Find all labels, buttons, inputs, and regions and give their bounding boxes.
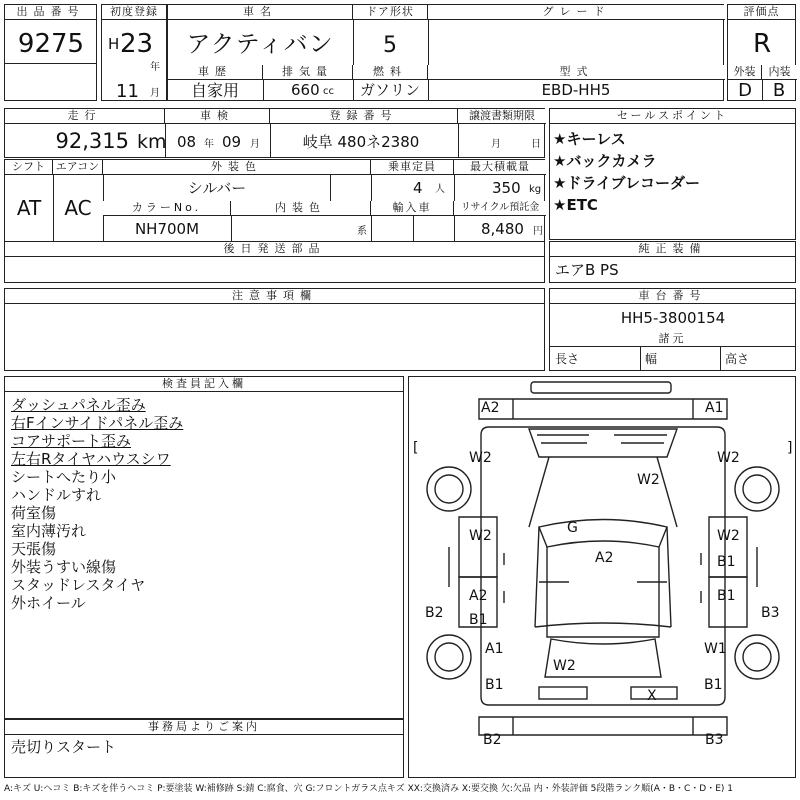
damage-mark: A2	[469, 588, 488, 604]
office-notes-block	[4, 719, 404, 778]
capacity-label: 乗車定員	[371, 160, 454, 175]
transfer-day-unit: 日	[531, 139, 541, 150]
import-label: 輸入車	[371, 201, 454, 216]
chassis-label: 車台番号	[550, 289, 795, 304]
width-label: 幅	[645, 352, 658, 366]
era: H	[108, 35, 120, 53]
transfer-label: 譲渡書類期限	[458, 109, 546, 124]
history-label: 車歴	[168, 65, 263, 80]
sales-point-item: ★ETC	[553, 196, 598, 214]
fuel: ガソリン	[359, 81, 421, 99]
car-name-label: 車名	[168, 5, 353, 20]
rating-label: 評価点	[728, 5, 795, 20]
car-name: アクティバン	[186, 30, 334, 58]
damage-mark: W2	[469, 528, 492, 544]
chassis-block	[549, 288, 796, 371]
lot-number-label: 出品番号	[5, 5, 96, 20]
kg-unit: kg	[529, 184, 542, 195]
mileage-block	[4, 108, 545, 158]
inspection-month: 09	[222, 133, 242, 151]
damage-mark: B1	[485, 677, 504, 693]
first-reg-year: 23	[120, 29, 154, 59]
inspection-label: 車検	[165, 109, 270, 124]
fuel-label: 燃料	[353, 65, 428, 80]
inspector-note: シートへたり小	[11, 468, 117, 486]
main-spec-block	[167, 4, 724, 101]
spec-block-2	[4, 159, 545, 242]
length-label: 長さ	[555, 352, 580, 366]
displacement-unit: cc	[323, 86, 334, 97]
damage-mark: B1	[717, 588, 736, 604]
rating-block	[727, 4, 796, 101]
damage-mark: A1	[485, 641, 504, 657]
sales-point-item: ★ドライブレコーダー	[553, 174, 700, 192]
mileage: 92,315	[55, 129, 129, 153]
inspector-note: ダッシュパネル歪み	[11, 396, 146, 414]
inspection-month-unit: 月	[250, 139, 260, 150]
legend: A:キズ U:ヘコミ B:キズを伴うヘコミ P:要塗装 W:補修跡 S:錆 C:腐食、穴 G:フロントガラス点キズ XX:交換済み X:要交換 欠:欠品 内・外装評価 5段階ランク順(A・B・C・D・E) 1	[4, 784, 734, 794]
exterior-label: 外装	[728, 65, 762, 80]
car-history: 自家用	[190, 81, 240, 100]
shift-label: シフト	[5, 160, 53, 175]
damage-mark: A1	[705, 400, 724, 416]
inspector-note: 左右Rタイヤハウスシワ	[11, 450, 171, 468]
damage-mark: W2	[637, 472, 660, 488]
height-label: 高さ	[725, 352, 750, 366]
interior-score: B	[772, 80, 786, 101]
damage-mark: B3	[761, 605, 780, 621]
inspector-notes-block	[4, 376, 404, 719]
first-registration-cell	[101, 4, 167, 101]
plate-label: 登録番号	[270, 109, 458, 124]
model-code: EBD-HH5	[541, 81, 611, 99]
inspector-note: 右Fインサイドパネル歪み	[11, 414, 184, 432]
ac: AC	[64, 196, 92, 220]
damage-mark: W2	[717, 528, 740, 544]
yen-unit: 円	[533, 226, 543, 237]
sales-point-item: ★バックカメラ	[553, 152, 657, 170]
notes-label: 注意事項欄	[5, 289, 544, 304]
damage-mark: B1	[717, 554, 736, 570]
sales-points-block	[549, 108, 796, 240]
shift: AT	[16, 196, 42, 220]
int-color-suffix: 系	[357, 226, 367, 237]
damage-mark: B2	[483, 732, 502, 748]
int-color-label: 内装色	[231, 201, 371, 216]
ext-color-label: 外装色	[103, 160, 371, 175]
genuine-equipment-block	[549, 241, 796, 283]
damage-mark: W2	[553, 658, 576, 674]
damage-mark: B3	[705, 732, 724, 748]
damage-mark: B1	[704, 677, 723, 693]
exterior-score: D	[738, 80, 752, 101]
year-unit: 年	[150, 62, 160, 73]
interior-label: 内装	[762, 65, 797, 80]
inspector-note: 室内薄汚れ	[11, 522, 87, 540]
max-load: 350	[492, 179, 521, 197]
displacement: 660	[291, 81, 320, 99]
inspector-note: 天張傷	[11, 540, 57, 558]
color-no: NH700M	[134, 220, 200, 238]
door-type: 5	[383, 33, 397, 58]
exterior-color: シルバー	[187, 179, 247, 197]
inspector-note: 外ホイール	[11, 594, 86, 612]
inspection-year-unit: 年	[204, 139, 214, 150]
damage-mark: W1	[704, 641, 727, 657]
recycle-fee: 8,480	[481, 220, 524, 238]
damage-mark: B2	[425, 605, 444, 621]
sales-point-item: ★キーレス	[553, 130, 626, 148]
damage-mark: ]	[787, 440, 793, 456]
model-label: 型式	[428, 65, 725, 80]
door-label: ドア形状	[353, 5, 428, 20]
damage-mark: G	[567, 520, 578, 536]
damage-mark: B1	[469, 612, 488, 628]
mileage-label: 走行	[5, 109, 165, 124]
damage-mark: W2	[717, 450, 740, 466]
transfer-month-unit: 月	[491, 139, 501, 150]
damage-mark: [	[413, 440, 419, 456]
inspector-note: ハンドルすれ	[11, 486, 102, 504]
inspection-year: 08	[177, 133, 197, 151]
month-unit: 月	[150, 88, 160, 99]
ac-label: エアコン	[53, 160, 103, 175]
max-load-label: 最大積載量	[454, 160, 546, 175]
office-note: 売切りスタート	[11, 738, 117, 756]
notes-block	[4, 288, 545, 371]
inspector-label: 検査員記入欄	[5, 377, 403, 392]
damage-mark: W2	[469, 450, 492, 466]
dimensions-label: 諸元	[550, 332, 795, 347]
inspector-note: 外装うすい線傷	[11, 558, 117, 576]
grade-label: グレード	[428, 5, 725, 20]
inspector-note: スタッドレスタイヤ	[11, 576, 146, 594]
plate-number: 岐阜 480ネ2380	[302, 133, 420, 151]
damage-diagram	[408, 376, 796, 778]
lot-number: 9275	[17, 29, 85, 59]
mileage-unit: km	[137, 131, 167, 153]
damage-mark: A2	[481, 400, 500, 416]
displacement-label: 排気量	[263, 65, 353, 80]
inspector-note: コアサポート歪み	[11, 432, 132, 450]
later-parts-block	[4, 241, 545, 283]
damage-mark: X	[647, 688, 657, 704]
inspector-note: 荷室傷	[11, 504, 57, 522]
office-label: 事務局よりご案内	[5, 720, 403, 735]
genuine-equipment: エアB PS	[555, 261, 619, 279]
car-outline-diagram	[409, 377, 797, 779]
later-parts-label: 後日発送部品	[5, 242, 544, 257]
color-no-label: カラーNo.	[103, 201, 231, 216]
person-unit: 人	[435, 184, 445, 195]
sales-points-label: セールスポイント	[550, 109, 795, 124]
chassis-number: HH5-3800154	[620, 309, 726, 327]
lot-number-cell	[4, 4, 97, 101]
rating: R	[752, 29, 772, 59]
damage-mark: A2	[595, 550, 614, 566]
capacity: 4	[413, 179, 423, 197]
genuine-equipment-label: 純正装備	[550, 242, 795, 257]
recycle-label: リサイクル預託金	[454, 201, 546, 216]
first-registration-label: 初度登録	[102, 5, 166, 20]
first-reg-month: 11	[116, 81, 139, 102]
